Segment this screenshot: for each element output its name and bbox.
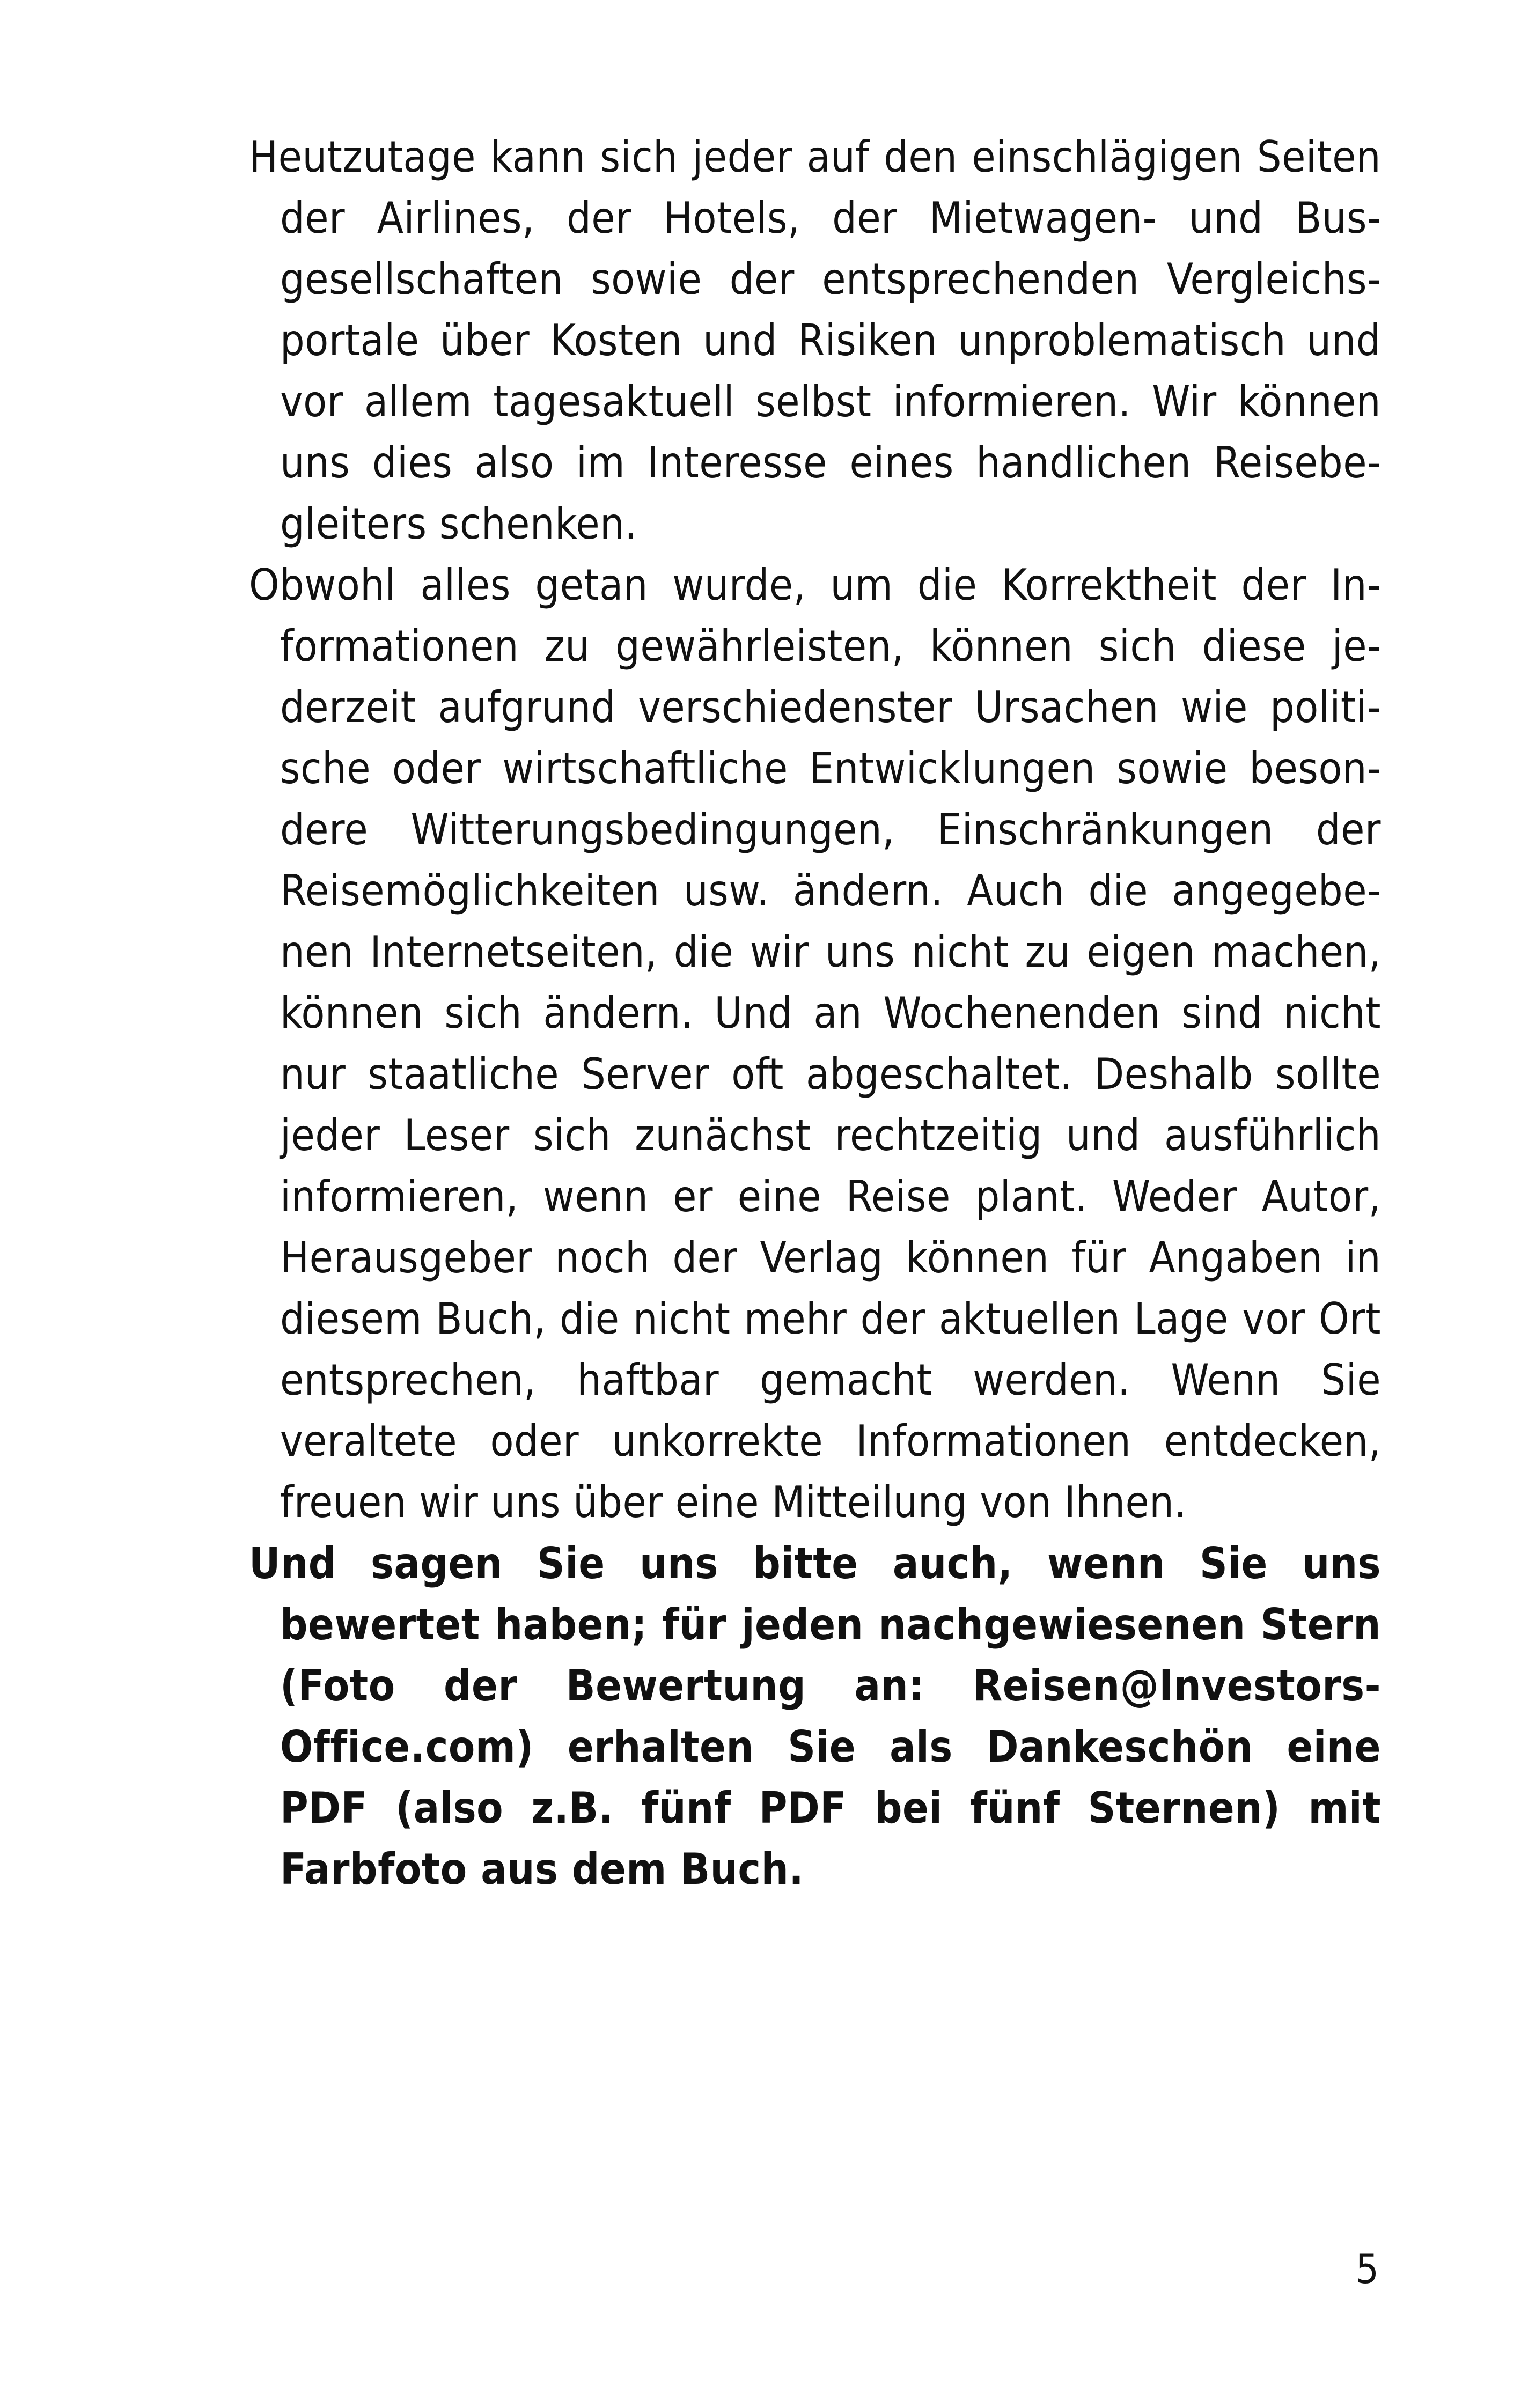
paragraph-disclaimer: Obwohl alles getan wurde, um die Korrektheit der Informationen zu gewährleisten, können sich diese jederzeit aufgrund verschiedenster Ursachen wie politische oder wirtschaftliche Entwicklungen sowie besondere Witterungsbedingungen, Einschränkungen der Reisemöglichkeiten usw. ändern. Auch die angegebenen Internetseiten, die wir uns nicht zu eigen machen, können sich ändern. Und an Wochenenden sind nicht nur staatliche Server oft abgeschaltet. Deshalb sollte jeder Leser sich zunächst rechtzeitig und ausführlich informieren, wenn er eine Reise plant. Weder Autor, Herausgeber noch der Verlag können für Angaben in diesem Buch, die nicht mehr der aktuellen Lage vor Ort entsprechen, haftbar gemacht werden. Wenn Sie veraltete oder unkorrekte Informationen entdecken, freuen wir uns über eine Mitteilung von Ihnen. bbox=[249, 560, 1381, 1527]
page-number: 5 bbox=[1355, 2245, 1379, 2293]
paragraph-review-request: Und sagen Sie uns bitte auch, wenn Sie uns bewertet haben; für jeden nachgewiesenen Stern (Foto der Bewertung an: Reisen@Investors-Office.com) erhalten Sie als Dankeschön eine PDF (also z.B. fünf PDF bei fünf Sternen) mit Farbfoto aus dem Buch. bbox=[249, 1538, 1381, 1894]
paragraph-travel-info: Heutzutage kann sich jeder auf den einschlägigen Seiten der Airlines, der Hotels, der Mietwagen- und Busgesellschaften sowie der entsprechenden Vergleichsportale über Kosten und Risiken unproblematisch und vor allem tagesaktuell selbst informieren. Wir können uns dies also im Interesse eines handlichen Reisebegleiters schenken. bbox=[249, 132, 1381, 549]
body-text bbox=[249, 127, 1381, 1900]
